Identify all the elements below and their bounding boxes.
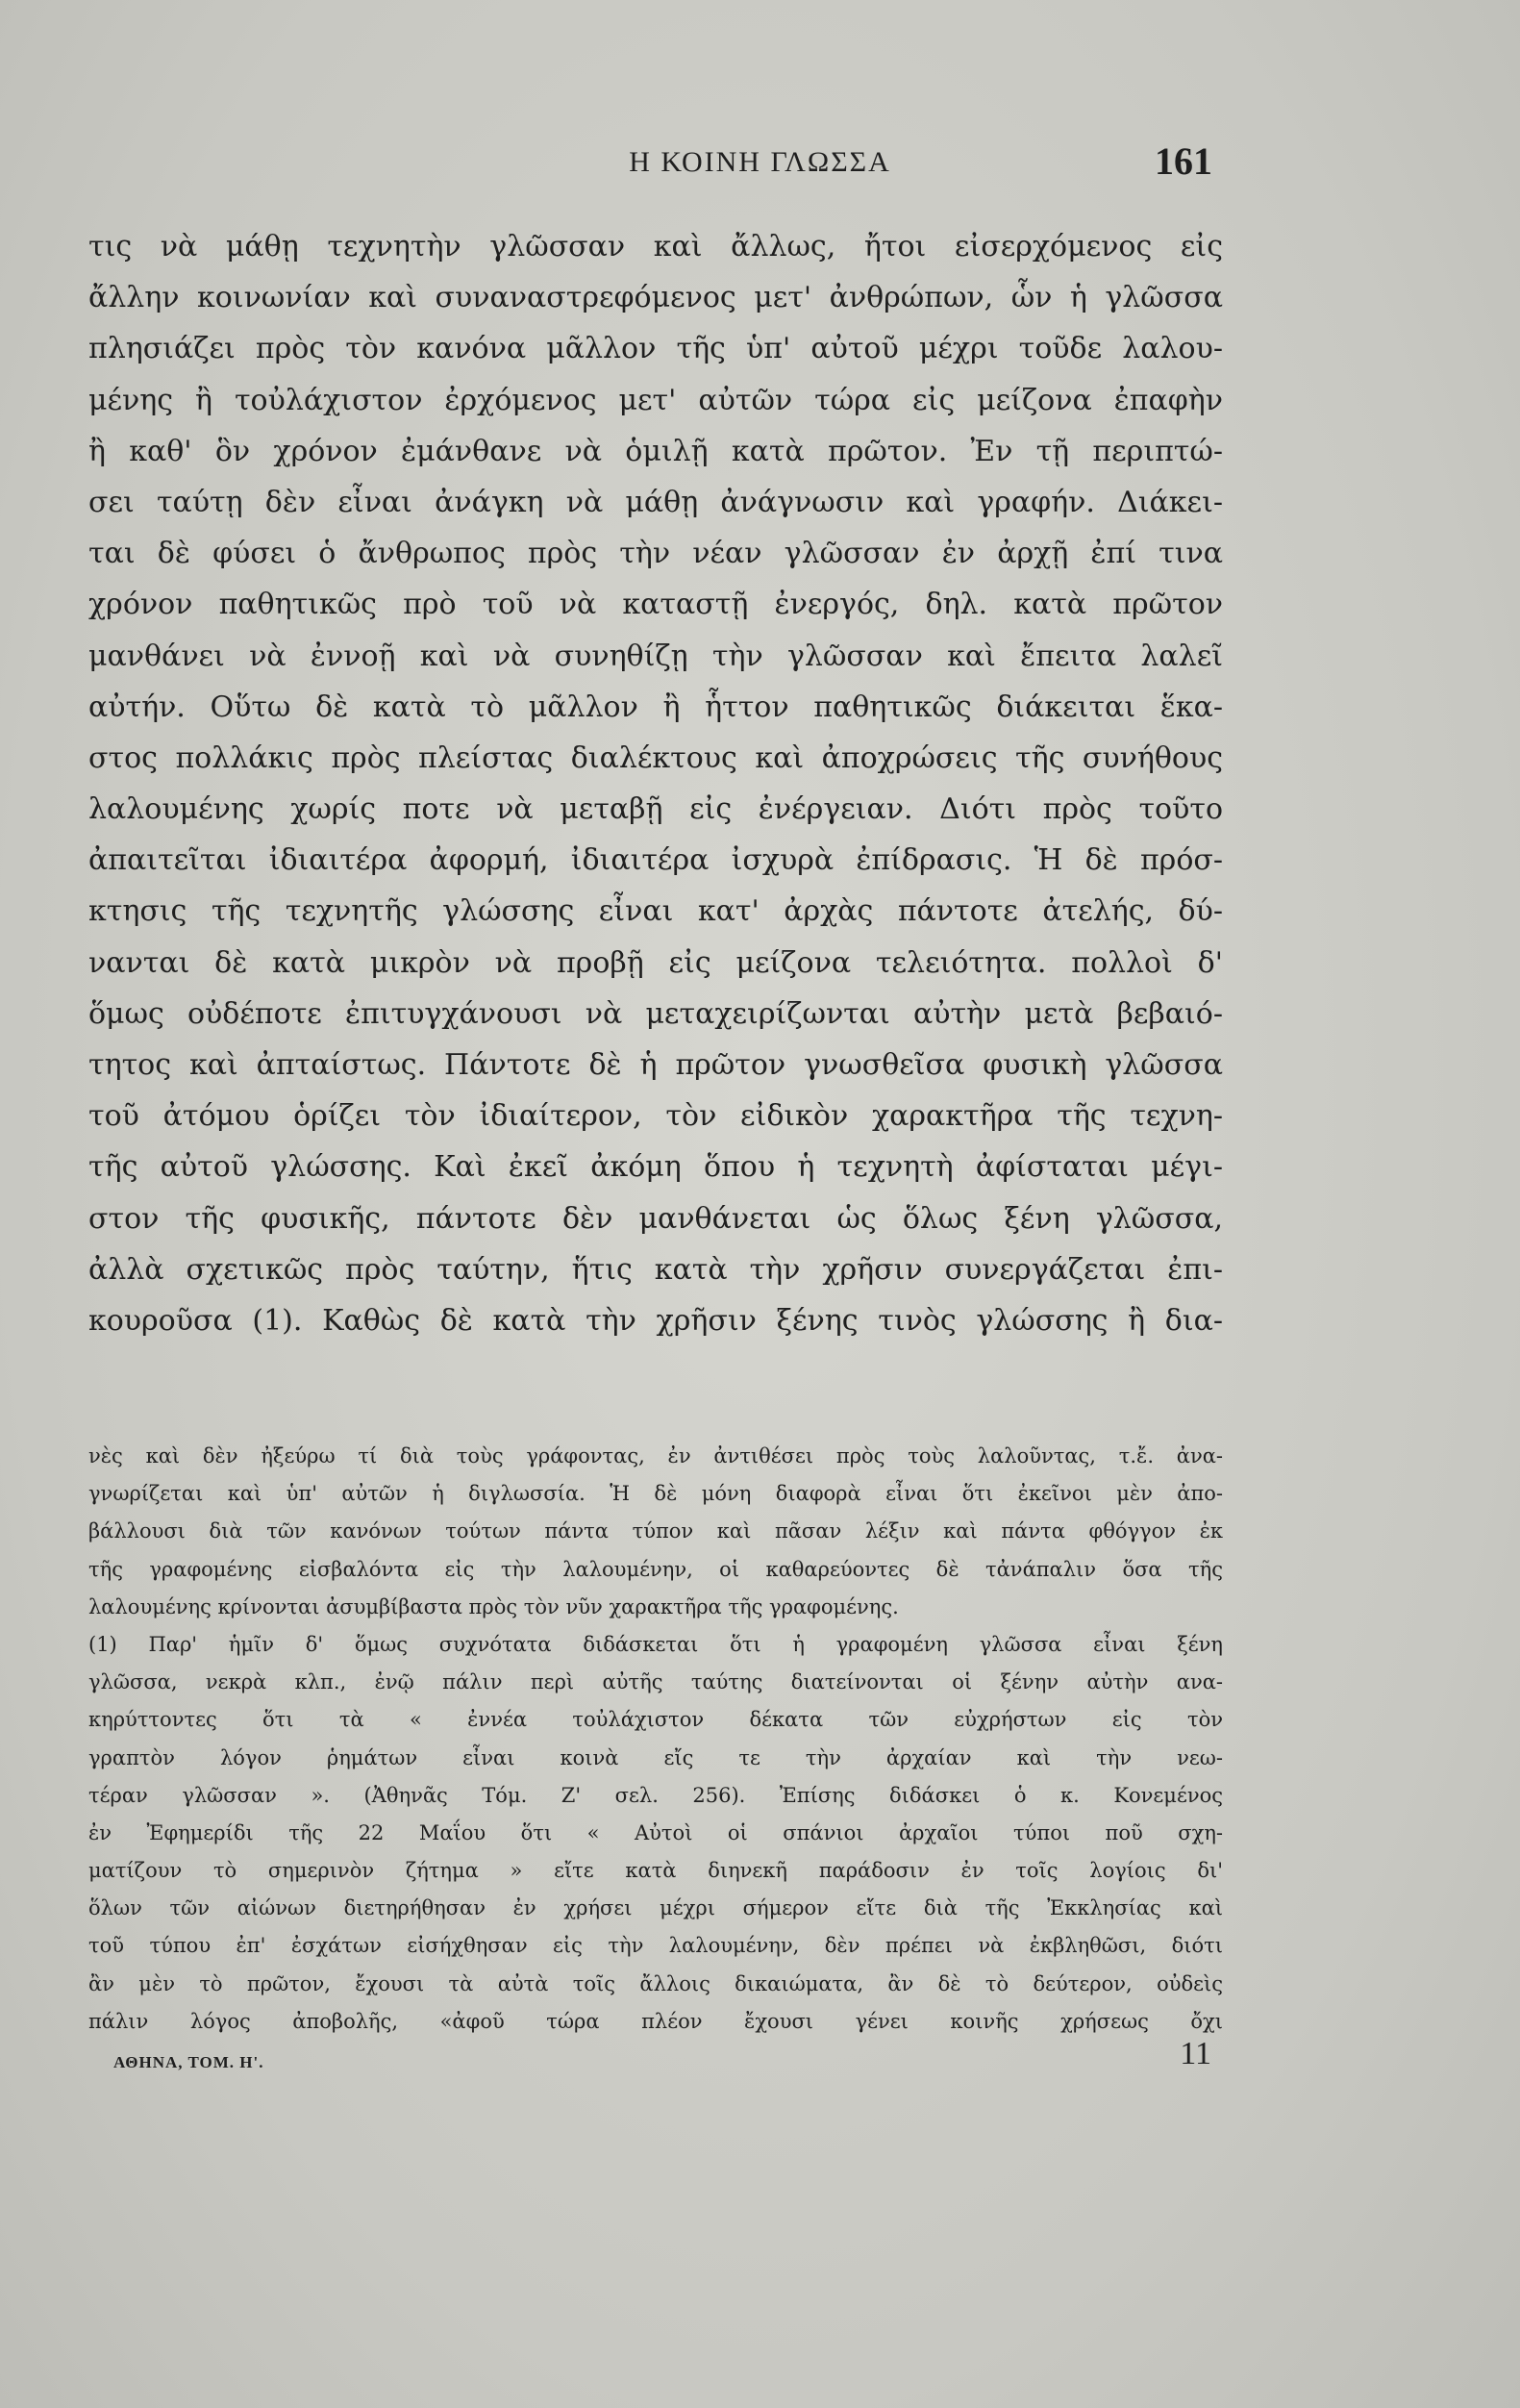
text-line: αὐτήν. Οὕτω δὲ κατὰ τὸ μᾶλλον ἢ ἧττον παθητικῶς διάκειται ἕκα- (88, 690, 1223, 724)
sheet-number: 11 (1180, 2036, 1211, 2071)
text-line: κουροῦσα (1). Καθὼς δὲ κατὰ τὴν χρῆσιν ξένης τινὸς γλώσσης ἢ δια- (88, 1303, 1223, 1338)
text-line: πλησιάζει πρὸς τὸν κανόνα μᾶλλον τῆς ὑπ' αὐτοῦ μέχρι τοῦδε λαλου- (88, 332, 1223, 366)
running-title: Η ΚΟΙΝΗ ΓΛΩΣΣΑ (629, 146, 891, 178)
text-line: σει ταύτῃ δὲν εἶναι ἀνάγκη νὰ μάθῃ ἀνάγνωσιν καὶ γραφήν. Διάκει- (88, 485, 1223, 519)
text-line: τῆς αὐτοῦ γλώσσης. Καὶ ἐκεῖ ἀκόμη ὅπου ἡ τεχνητὴ ἀφίσταται μέγι- (88, 1150, 1223, 1185)
text-line: νανται δὲ κατὰ μικρὸν νὰ προβῇ εἰς μείζονα τελειότητα. πολλοὶ δ' (88, 945, 1223, 980)
footnote-line: (1) Παρ' ἡμῖν δ' ὅμως συχνότατα διδάσκεται ὅτι ἡ γραφομένη γλῶσσα εἶναι ξένη (88, 1632, 1223, 1656)
footnote-line: κηρύττοντες ὅτι τὰ « ἐννέα τοὐλάχιστον δέκατα τῶν εὐχρήστων εἰς τὸν (88, 1708, 1223, 1732)
text-line: στον τῆς φυσικῆς, πάντοτε δὲν μανθάνεται ὡς ὅλως ξένη γλῶσσα, (88, 1201, 1223, 1236)
text-line: τις νὰ μάθῃ τεχνητὴν γλῶσσαν καὶ ἄλλως, ἤτοι εἰσερχόμενος εἰς (88, 230, 1223, 263)
text-line: λαλουμένης χωρίς ποτε νὰ μεταβῇ εἰς ἐνέργειαν. Διότι πρὸς τοῦτο (88, 792, 1223, 827)
text-line: μένης ἢ τοὐλάχιστον ἐρχόμενος μετ' αὐτῶν τώρα εἰς μείζονα ἐπαφὴν (88, 383, 1223, 417)
footnote-line: ματίζουν τὸ σημερινὸν ζήτημα » εἴτε κατὰ διηνεκῆ παράδοσιν ἐν τοῖς λογίοις δι' (88, 1859, 1223, 1883)
page-footer (106, 2036, 1211, 2082)
text-line: ἀπαιτεῖται ἰδιαιτέρα ἀφορμή, ἰδιαιτέρα ἰσχυρὰ ἐπίδρασις. Ἡ δὲ πρόσ- (88, 843, 1223, 878)
text-line: ἀλλὰ σχετικῶς πρὸς ταύτην, ἥτις κατὰ τὴν χρῆσιν συνεργάζεται ἐπι- (88, 1252, 1223, 1287)
text-line: χρόνον παθητικῶς πρὸ τοῦ νὰ καταστῇ ἐνεργός, δηλ. κατὰ πρῶτον (88, 588, 1223, 622)
footnotes (88, 1438, 1223, 2041)
footnote-line: τοῦ τύπου ἐπ' ἐσχάτων εἰσήχθησαν εἰς τὴν λαλουμένην, δὲν πρέπει νὰ ἐκβληθῶσι, διότι (88, 1934, 1223, 1958)
footnote-line: νὲς καὶ δὲν ἠξεύρω τί διὰ τοὺς γράφοντας, ἐν ἀντιθέσει πρὸς τοὺς λαλοῦντας, τ.ἔ. ἀνα- (88, 1444, 1223, 1467)
footnote-line: γλῶσσα, νεκρὰ κλπ., ἐνῷ πάλιν περὶ αὐτῆς ταύτης διατείνονται οἱ ξένην αὐτὴν ανα- (88, 1670, 1223, 1694)
text-line: στος πολλάκις πρὸς πλείστας διαλέκτους καὶ ἀποχρώσεις τῆς συνήθους (88, 740, 1223, 775)
footnote-line: ἂν μὲν τὸ πρῶτον, ἔχουσι τὰ αὐτὰ τοῖς ἄλλοις δικαιώματα, ἂν δὲ τὸ δεύτερον, οὐδεὶς (88, 1971, 1223, 1995)
footnote-line: γνωρίζεται καὶ ὑπ' αὐτῶν ἡ διγλωσσία. Ἡ δὲ μόνη διαφορὰ εἶναι ὅτι ἐκεῖνοι μὲν ἀπο- (88, 1482, 1223, 1506)
page-header (0, 139, 1520, 183)
page-number: 161 (1155, 139, 1212, 183)
text-line: τητος καὶ ἀπταίστως. Πάντοτε δὲ ἡ πρῶτον γνωσθεῖσα φυσικὴ γλῶσσα (88, 1048, 1223, 1082)
text-line: ται δὲ φύσει ὁ ἄνθρωπος πρὸς τὴν νέαν γλῶσσαν ἐν ἀρχῇ ἐπί τινα (88, 537, 1223, 571)
footnote-line: ὅλων τῶν αἰώνων διετηρήθησαν ἐν χρήσει μέχρι σήμερον εἴτε διὰ τῆς Ἐκκλησίας καὶ (88, 1896, 1223, 1920)
text-line: τοῦ ἀτόμου ὁρίζει τὸν ἰδιαίτερον, τὸν εἰδικὸν χαρακτῆρα τῆς τεχνη- (88, 1099, 1223, 1134)
footnote-line: βάλλουσι διὰ τῶν κανόνων τούτων πάντα τύπον καὶ πᾶσαν λέξιν καὶ πάντα φθόγγον ἐκ (88, 1519, 1223, 1543)
text-line: ὅμως οὐδέποτε ἐπιτυγχάνουσι νὰ μεταχειρίζωνται αὐτὴν μετὰ βεβαιό- (88, 996, 1223, 1031)
footnote-line: πάλιν λόγος ἀποβολῆς, «ἀφοῦ τώρα πλέον ἔχουσι γένει κοινῆς χρήσεως ὄχι (88, 2009, 1223, 2033)
footnote-line: τέραν γλῶσσαν ». (Ἀθηνᾶς Τόμ. Ζ' σελ. 256). Ἐπίσης διδάσκει ὁ κ. Κονεμένος (88, 1783, 1223, 1807)
footnote-line: λαλουμένης κρίνονται ἀσυμβίβαστα πρὸς τὸν νῦν χαρακτῆρα τῆς γραφομένης. (88, 1594, 899, 1618)
text-line: ἄλλην κοινωνίαν καὶ συναναστρεφόμενος μετ' ἀνθρώπων, ὧν ἡ γλῶσσα (88, 281, 1223, 315)
text-line: ἢ καθ' ὃν χρόνον ἐμάνθανε νὰ ὁμιλῇ κατὰ πρῶτον. Ἐν τῇ περιπτώ- (88, 434, 1223, 468)
text-line: κτησις τῆς τεχνητῆς γλώσσης εἶναι κατ' ἀρχὰς πάντοτε ἀτελής, δύ- (88, 894, 1223, 929)
main-text (88, 221, 1223, 1346)
text-line: μανθάνει νὰ ἐννοῇ καὶ νὰ συνηθίζῃ τὴν γλῶσσαν καὶ ἔπειτα λαλεῖ (88, 639, 1223, 673)
footnote-line: γραπτὸν λόγον ῥημάτων εἶναι κοινὰ εἴς τε τὴν ἀρχαίαν καὶ τὴν νεω- (88, 1745, 1223, 1769)
footnote-line: τῆς γραφομένης εἰσβαλόντα εἰς τὴν λαλουμένην, οἱ καθαρεύοντες δὲ τἀνάπαλιν ὅσα τῆς (88, 1557, 1223, 1581)
footnote-line: ἐν Ἐφημερίδι τῆς 22 Μαΐου ὅτι « Αὐτοὶ οἱ σπάνιοι ἀρχαῖοι τύποι ποῦ σχη- (88, 1820, 1223, 1844)
printer-signature: ΑΘΗΝΑ, ΤΟΜ. Η'. (113, 2053, 264, 2071)
